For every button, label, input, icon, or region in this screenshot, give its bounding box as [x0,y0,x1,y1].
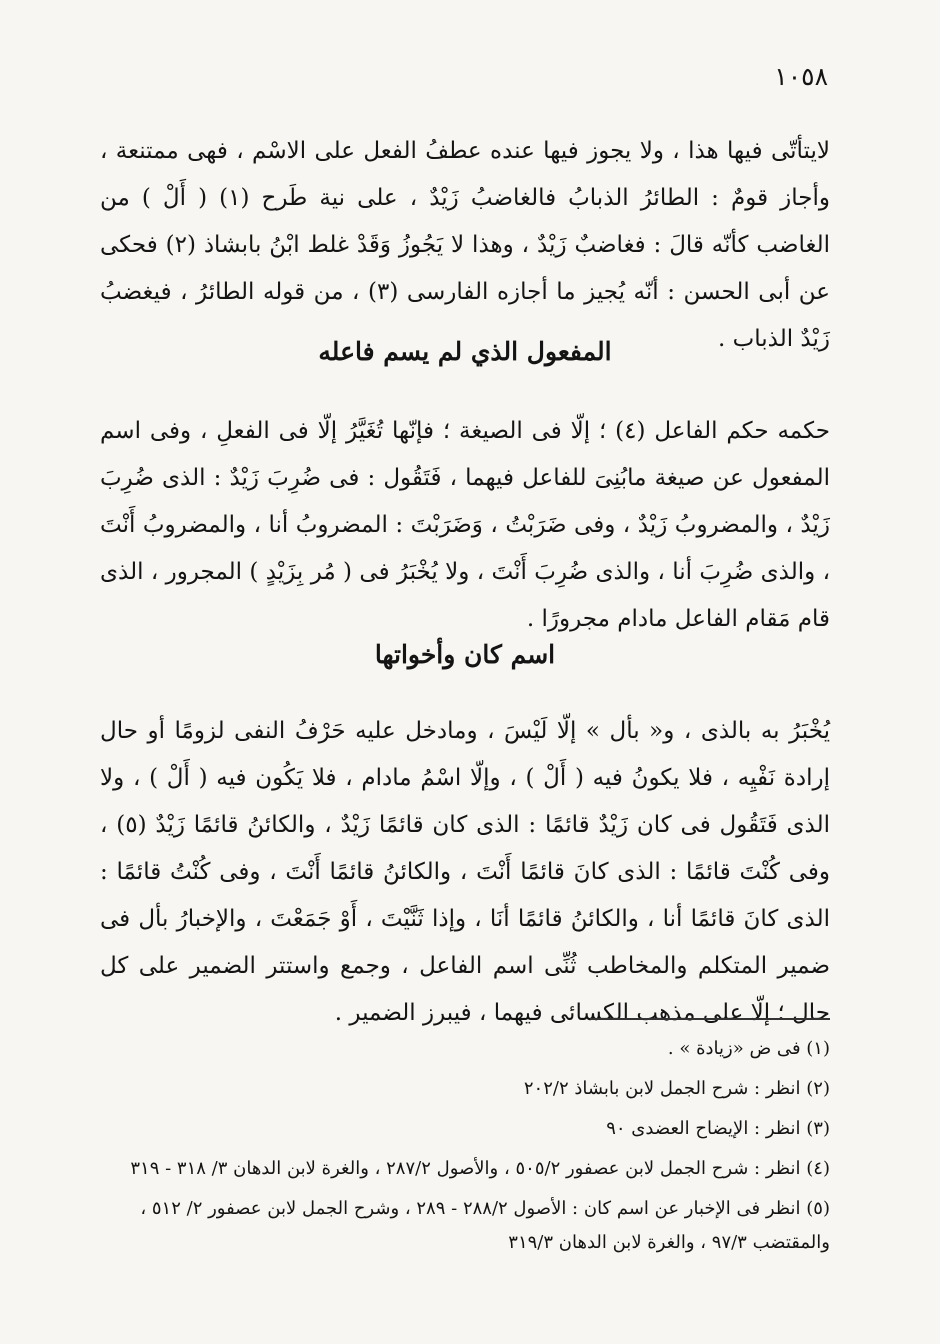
paragraph-2-text: حكمه حكم الفاعل (٤) ؛ إلّا فى الصيغة ؛ فإنّها تُغَيَّرُ إلّا فى الفعلِ ، وفى اسم المفعول عن صيغة مابُنِىَ للفاعل فيهما ، فَتَقُول : فى ضُرِبَ زَيْدٌ : الذى ضُرِبَ زَيْدٌ ، والمضروبُ زَيْدٌ ، وفى ضَرَبْتُ ، وَضَرَبْتَ : المضروبُ أنا ، والمضروبُ أَنْتَ ، والذى ضُرِبَ أنا ، والذى ضُرِبَ أَنْتَ ، ولا يُخْبَرُ فى ( مُر بِزَيْدٍ ) المجرور ، الذى قام مَقام الفاعل مادام مجرورًا . [100,418,830,632]
footnote: (٥) انظر فى الإخبار عن اسم كان : الأصول ٢٨٨/٢ - ٢٨٩ ، وشرح الجمل لابن عصفور ٢/ ٥١٢ ، والمقتضب ٩٧/٣ ، والغرة لابن الدهان ٣١٩/٣ [140,1198,830,1253]
paragraph-1-text: لايتأتّى فيها هذا ، ولا يجوز فيها عنده عطفُ الفعل على الاسْم ، فهى ممتنعة ، وأجاز قومٌ : الطائرُ الذبابُ فالغاضبُ زَيْدٌ ، على نية طَرح (١) ( أَلْ ) من الغاضب كأنّه قالَ : فغاضبٌ زَيْدٌ ، وهذا لا يَجُوزُ وَقَدْ غلط ابْنُ بابشاذ (٢) فحكى عن أبى الحسن : أنّه يُجيز ما أجازه الفارسى (٣) ، من قوله الطائرُ ، فيغضبُ زَيْدٌ الذباب . [100,138,830,352]
paragraph-1 [100,128,830,363]
footnote: (٢) انظر : شرح الجمل لابن بابشاذ ٢٠٢/٢ [523,1078,830,1099]
section-heading-passive: المفعول الذي لم يسم فاعله [318,337,612,366]
section-heading-kana: اسم كان وأخواتها [374,640,556,669]
footnote: (١) فى ض «زيادة » . [667,1038,830,1059]
paragraph-3 [100,708,830,1037]
paragraph-2 [100,408,830,643]
footnote: (٤) انظر : شرح الجمل لابن عصفور ٥٠٥/٢ ، والأصول ٢٨٧/٢ ، والغرة لابن الدهان ٣/ ٣١٨ - ٣١٩ [130,1158,830,1179]
page-number: ١٠٥٨ [774,62,828,91]
footnotes [100,1032,830,1266]
footnote: (٣) انظر : الإيضاح العضدى ٩٠ [606,1118,830,1139]
paragraph-3-text: يُخْبَرُ به بالذى ، و« بأل » إلّا لَيْسَ ، ومادخل عليه حَرْفُ النفى لزومًا أو حال إرادة نَفْيِه ، فلا يكونُ فيه ( أَلْ ) ، وإلّا اسْمُ مادام ، فلا يَكُون فيه ( أَلْ ) ، ولا الذى فَتَقُول فى كان زَيْدٌ قائمًا : الذى كان قائمًا زَيْدٌ ، والكائنُ قائمًا زَيْدٌ (٥) ، وفى كُنْتَ قائمًا : الذى كانَ قائمًا أَنْتَ ، والكائنُ قائمًا أَنْتَ ، وفى كُنْتُ قائمًا : الذى كانَ قائمًا أنا ، والكائنُ قائمًا أنَا ، وإذا ثَنَّيْتَ ، أَوْ جَمَعْتَ ، والإخبارُ بأل فى ضمير المتكلم والمخاطب ثُنِّى اسم الفاعل ، وجمع واستتر الضمير على كل حال ؛ إلّا على مذهب الكسائى فيهما ، فيبرز الضمير . [100,718,830,1026]
footnote-divider [590,1018,830,1020]
